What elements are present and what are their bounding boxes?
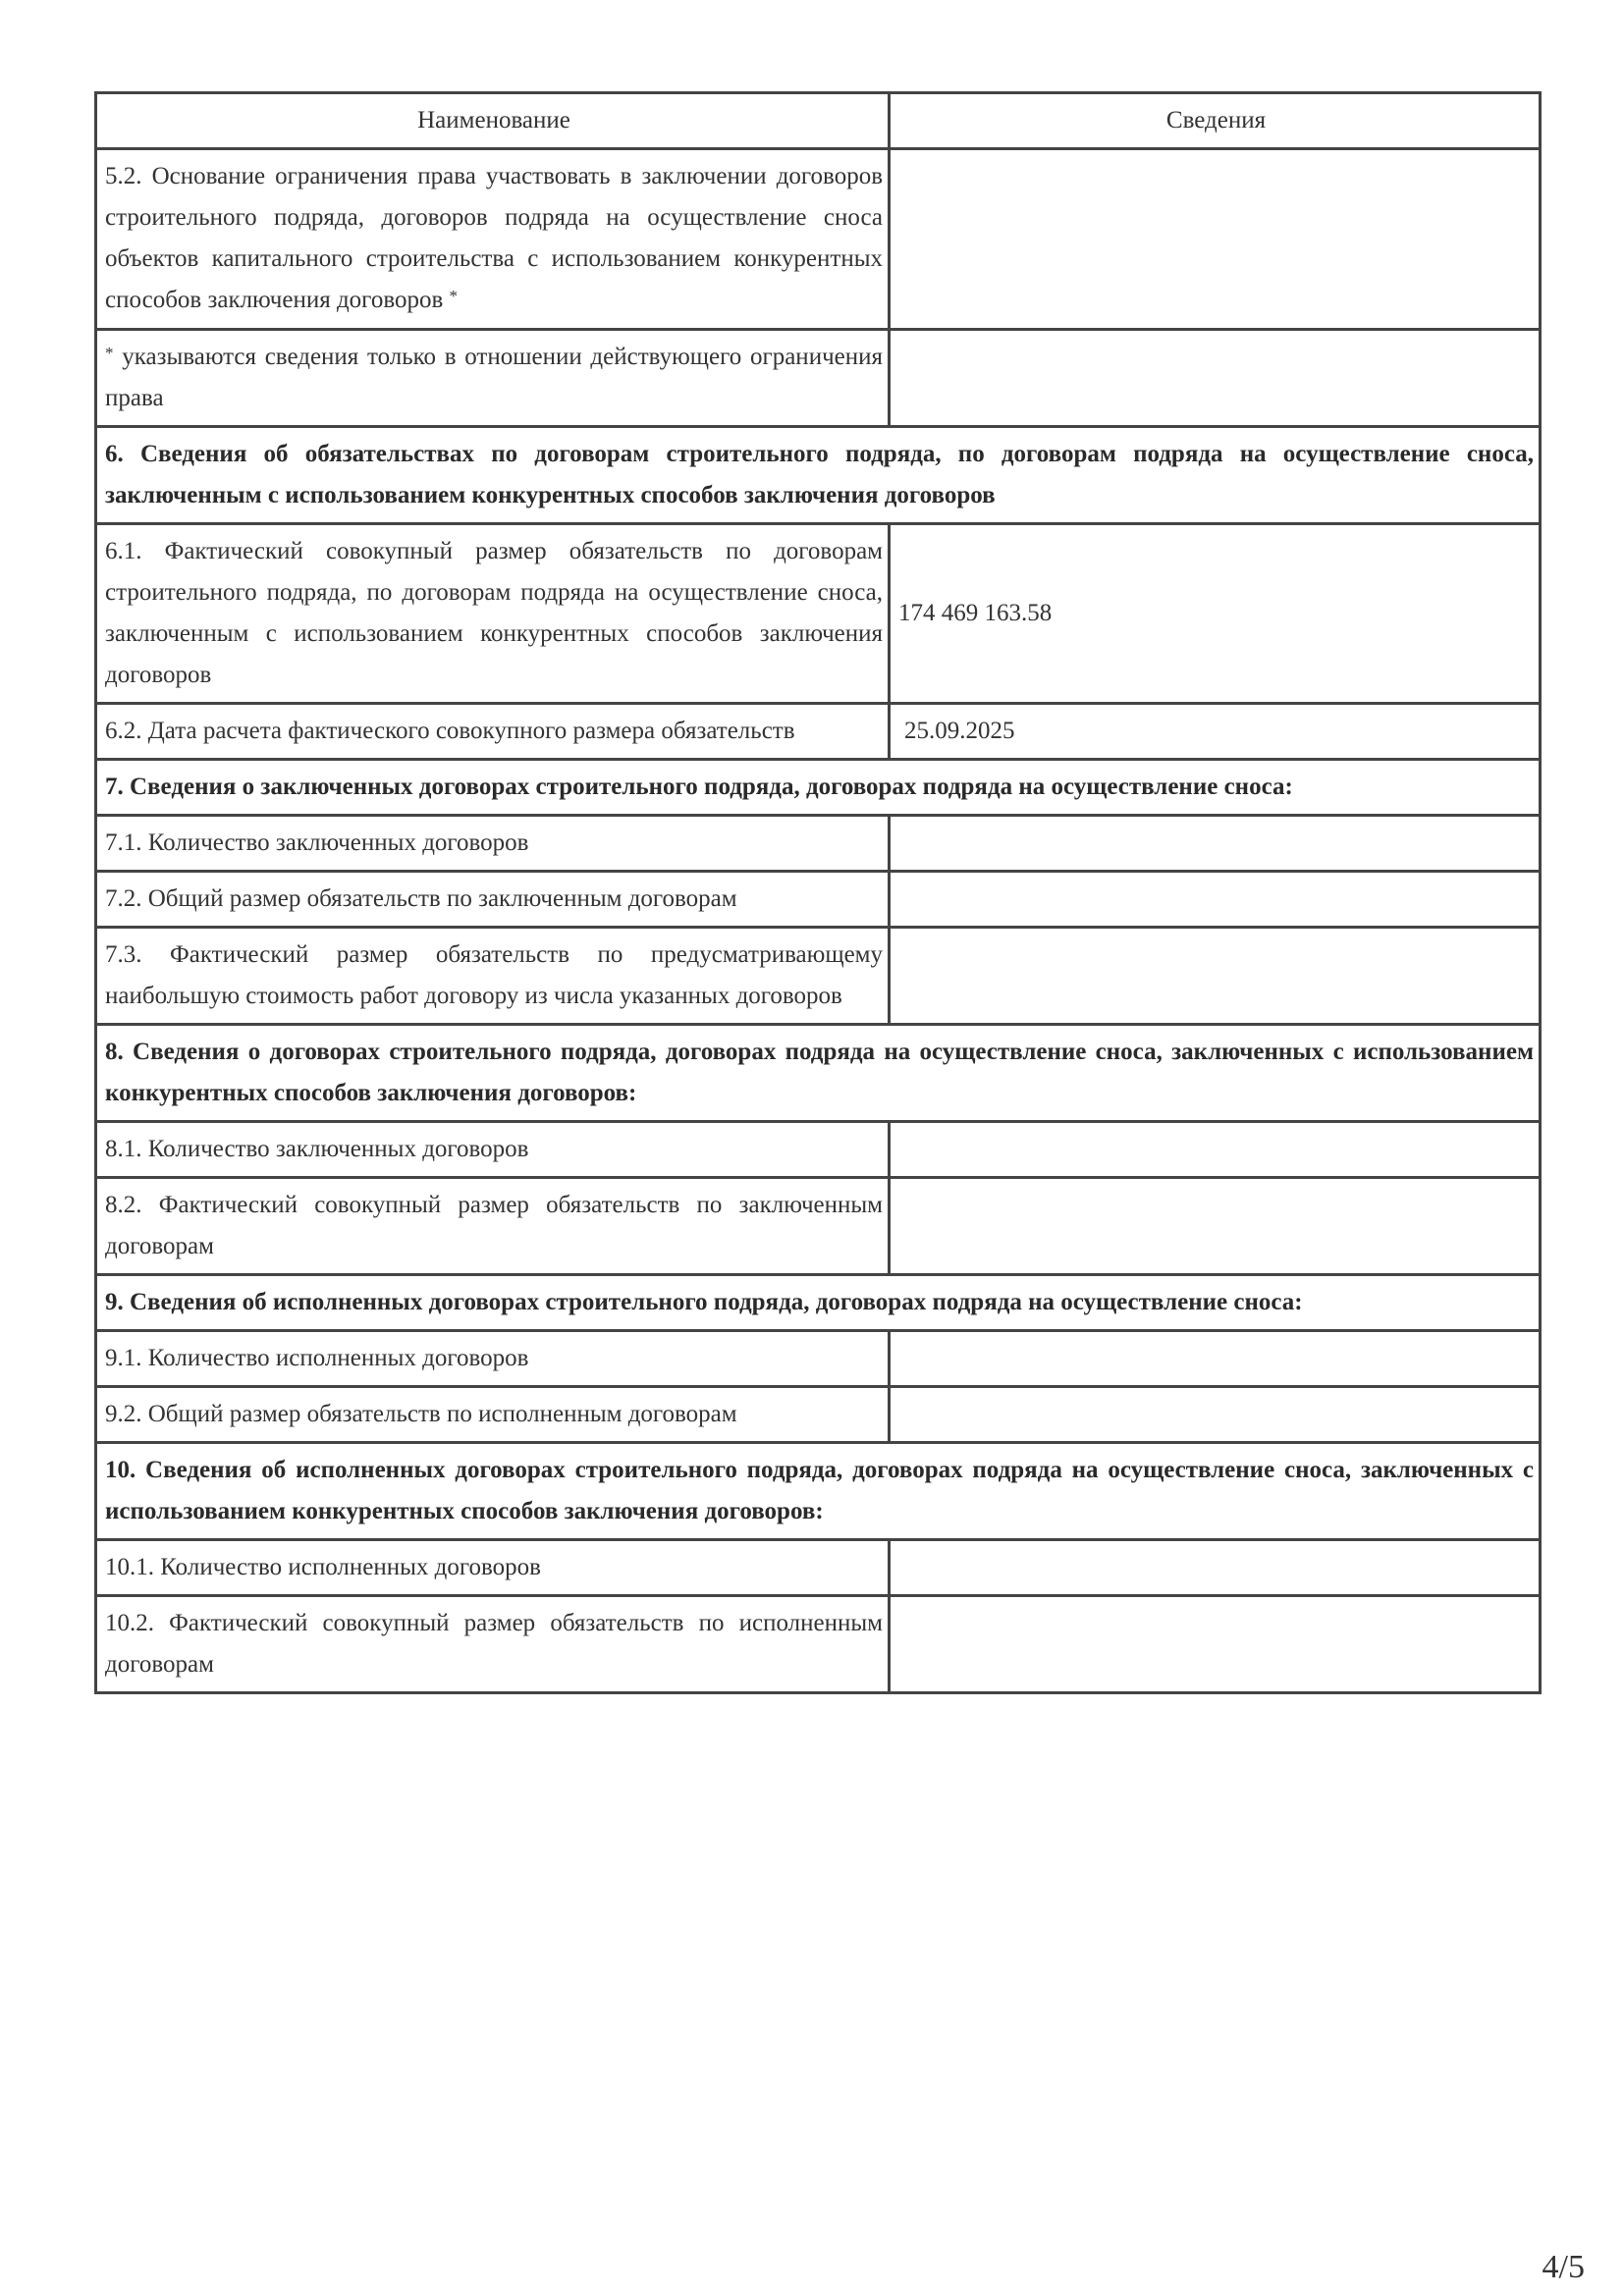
table-row [96, 1540, 1541, 1596]
section-row [96, 1025, 1541, 1122]
footnote-body: указываются сведения только в отношении действующего ограничения права [105, 344, 883, 411]
row-label: 7.1. Количество заключенных договоров [96, 816, 890, 872]
row-value [890, 1331, 1541, 1387]
row-label: 10.2. Фактический совокупный размер обязательств по исполненным договорам [96, 1596, 890, 1693]
table-row [96, 524, 1541, 704]
row-value: 174 469 163.58 [890, 524, 1541, 704]
row-value [890, 330, 1541, 427]
row-label: 9.2. Общий размер обязательств по исполненным договорам [96, 1387, 890, 1443]
table-row [96, 330, 1541, 427]
table-row [96, 704, 1541, 760]
row-value [890, 928, 1541, 1025]
footnote-text [96, 330, 890, 427]
row-label: 8.2. Фактический совокупный размер обязательств по заключенным договорам [96, 1178, 890, 1275]
row-value [890, 1178, 1541, 1275]
footnote-mark: * [105, 344, 114, 362]
section-row [96, 427, 1541, 524]
table-row [96, 1178, 1541, 1275]
section-row [96, 1443, 1541, 1540]
section-title: 9. Сведения об исполненных договорах строительного подряда, договорах подряда на осуществление сноса: [96, 1275, 1541, 1331]
page-number: 4/5 [1542, 2249, 1585, 2285]
table-row [96, 872, 1541, 928]
header-value: Сведения [890, 93, 1541, 149]
header-name: Наименование [96, 93, 890, 149]
section-row [96, 1275, 1541, 1331]
row-value [890, 1540, 1541, 1596]
section-row [96, 760, 1541, 816]
row-value [890, 1122, 1541, 1178]
table-row [96, 1331, 1541, 1387]
row-label: 9.1. Количество исполненных договоров [96, 1331, 890, 1387]
row-label: 6.2. Дата расчета фактического совокупного размера обязательств [96, 704, 890, 760]
row-label: 6.1. Фактический совокупный размер обязательств по договорам строительного подряда, по договорам подряда на осуществление сноса, заключенным с использованием конкурентных способов заключения договоров [96, 524, 890, 704]
row-value [890, 816, 1541, 872]
table-row [96, 1387, 1541, 1443]
table-header-row [96, 93, 1541, 149]
row-value: 25.09.2025 [890, 704, 1541, 760]
row-label: 7.2. Общий размер обязательств по заключенным договорам [96, 872, 890, 928]
row-label: 7.3. Фактический размер обязательств по предусматривающему наибольшую стоимость работ договору из числа указанных договоров [96, 928, 890, 1025]
table-row [96, 928, 1541, 1025]
row-label: 10.1. Количество исполненных договоров [96, 1540, 890, 1596]
section-title: 6. Сведения об обязательствах по договорам строительного подряда, по договорам подряда на осуществление сноса, заключенным с использованием конкурентных способов заключения договоров [96, 427, 1541, 524]
row-value [890, 1387, 1541, 1443]
table-row [96, 149, 1541, 330]
section-title: 7. Сведения о заключенных договорах строительного подряда, договорах подряда на осуществление сноса: [96, 760, 1541, 816]
row-value [890, 149, 1541, 330]
row-label-text: 5.2. Основание ограничения права участвовать в заключении договоров строительного подряда, договоров подряда на осуществление сноса объектов капитального строительства с использованием конкурентных способов заключения договоров [105, 163, 883, 313]
row-value [890, 872, 1541, 928]
table-row [96, 816, 1541, 872]
footnote-mark: * [449, 287, 459, 305]
table-row [96, 1122, 1541, 1178]
row-label: 8.1. Количество заключенных договоров [96, 1122, 890, 1178]
table-row [96, 1596, 1541, 1693]
section-title: 8. Сведения о договорах строительного подряда, договорах подряда на осуществление сноса, заключенных с использованием конкурентных способов заключения договоров: [96, 1025, 1541, 1122]
registry-info-table [94, 91, 1542, 1694]
row-value [890, 1596, 1541, 1693]
section-title: 10. Сведения об исполненных договорах строительного подряда, договорах подряда на осуществление сноса, заключенных с использованием конкурентных способов заключения договоров: [96, 1443, 1541, 1540]
row-label [96, 149, 890, 330]
